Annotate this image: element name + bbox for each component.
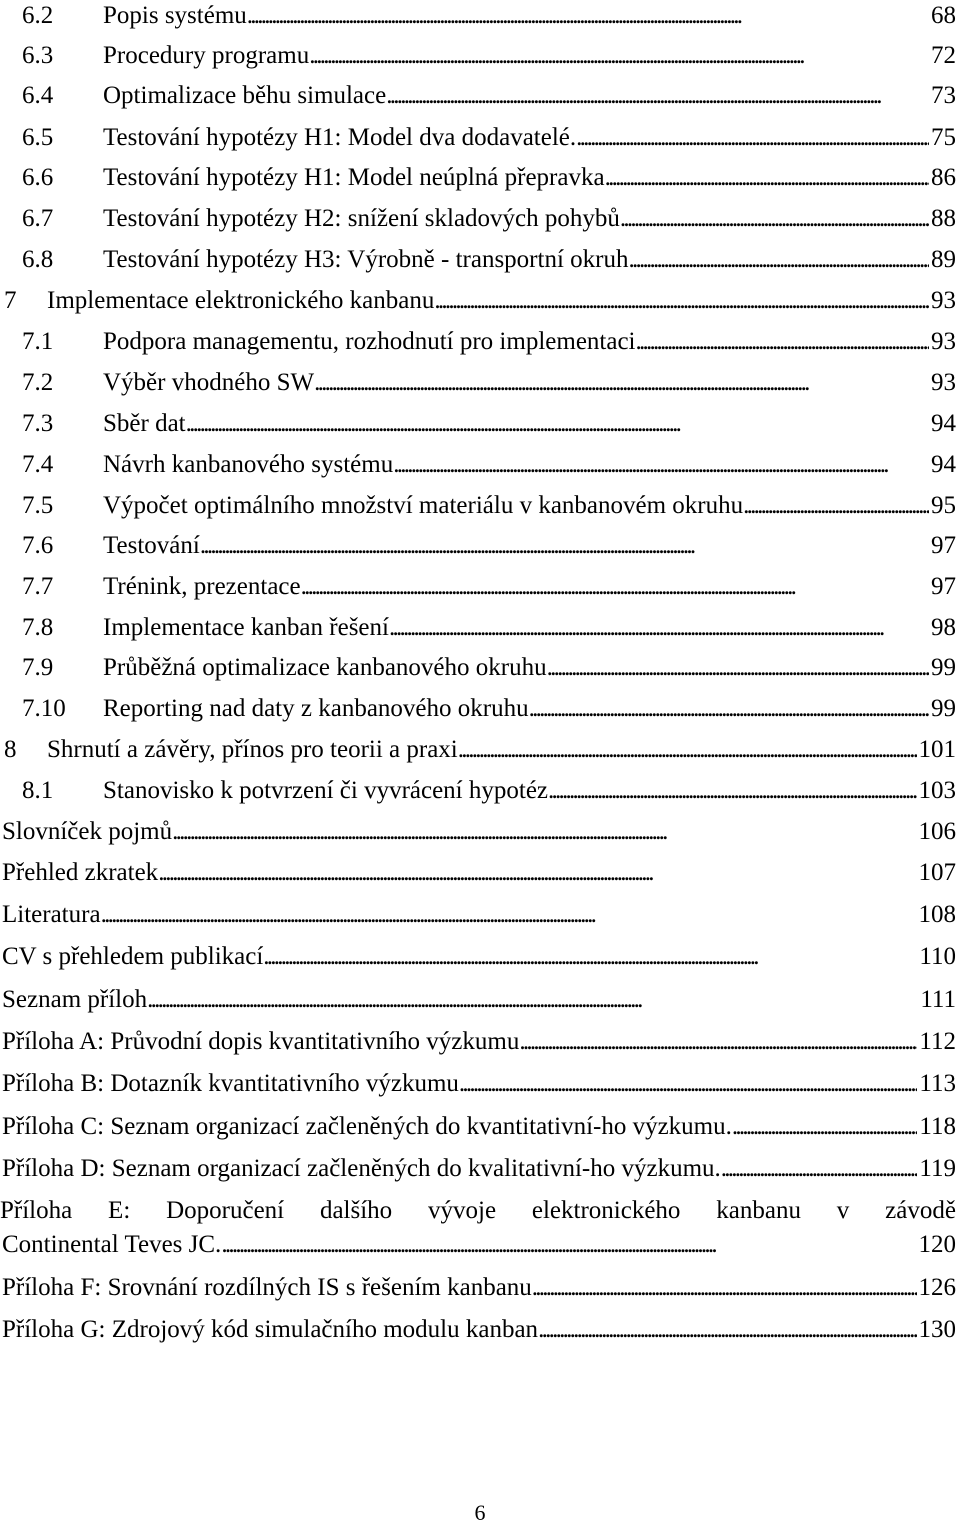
section-number: 6.6 [22, 164, 54, 191]
dot-leader [158, 857, 916, 889]
toc-entry-line [103, 326, 956, 358]
page-ref: 113 [919, 1070, 956, 1097]
wrapped-word: vývoje [428, 1197, 497, 1224]
dot-leader [459, 1068, 918, 1100]
dot-leader [576, 122, 929, 154]
toc-entry-line [103, 612, 956, 644]
toc-entry-line [103, 40, 956, 72]
toc-entry-line [2, 857, 956, 889]
toc-entry-line [47, 285, 956, 317]
page-ref: 75 [931, 124, 956, 151]
toc-entry[interactable] [0, 1153, 956, 1193]
dot-leader [172, 816, 916, 848]
dot-leader [200, 530, 929, 562]
toc-entry-line [103, 203, 956, 235]
page-ref: 101 [918, 736, 956, 763]
section-title: Testování hypotézy H1: Model dva dodavatelé. [103, 124, 577, 151]
toc-entry-line [47, 734, 956, 766]
dot-leader [743, 490, 929, 522]
toc-entry[interactable] [0, 1314, 956, 1354]
section-number: 7.10 [22, 695, 66, 722]
toc-entry-line [2, 984, 956, 1016]
section-title: Implementace elektronického kanbanu [47, 287, 435, 314]
section-title: Průběžná optimalizace kanbanového okruhu [103, 654, 547, 681]
toc-entry-line [103, 408, 956, 440]
section-title: Literatura [2, 901, 101, 928]
toc-entry[interactable] [0, 652, 956, 692]
section-number: 6.2 [22, 2, 54, 29]
toc-entry[interactable] [0, 1111, 956, 1151]
section-title: Přehled zkratek [2, 859, 159, 886]
toc-entry[interactable] [0, 899, 956, 939]
page-ref: 94 [931, 451, 956, 478]
dot-leader [721, 1153, 918, 1185]
toc-entry[interactable] [0, 612, 956, 652]
wrapped-first-line [0, 1195, 956, 1227]
wrapped-word: elektronického [531, 1197, 681, 1224]
dot-leader [434, 285, 929, 317]
toc-entry[interactable] [0, 367, 956, 407]
section-title: Příloha C: Seznam organizací začleněných do kvantitativní-ho výzkumu. [2, 1113, 732, 1140]
dot-leader [519, 1026, 917, 1058]
section-number: 7.8 [22, 614, 54, 641]
page-ref: 118 [919, 1113, 956, 1140]
toc-entry-line [103, 80, 956, 112]
section-number: 6.3 [22, 42, 54, 69]
section-number: 7.4 [22, 451, 54, 478]
page-ref: 99 [931, 654, 956, 681]
page-ref: 110 [919, 943, 956, 970]
wrapped-word: kanbanu [716, 1197, 801, 1224]
toc-entry-line [103, 693, 956, 725]
page-ref: 108 [918, 901, 956, 928]
page-ref: 103 [918, 777, 956, 804]
toc-entry[interactable] [0, 0, 956, 40]
section-title: Příloha G: Zdrojový kód simulačního modulu kanban [2, 1316, 539, 1343]
section-title: Procedury programu [103, 42, 310, 69]
section-title: Testování hypotézy H3: Výrobně - transportní okruh [103, 246, 629, 273]
section-number: 7.5 [22, 492, 54, 519]
dot-leader [547, 652, 929, 684]
section-title: Podpora managementu, rozhodnutí pro implementaci [103, 328, 636, 355]
section-number: 7.1 [22, 328, 54, 355]
page-ref: 73 [931, 82, 956, 109]
toc-entry[interactable] [0, 1272, 956, 1312]
section-title: Návrh kanbanového systému [103, 451, 394, 478]
section-title: Příloha F: Srovnání rozdílných IS s řešením kanbanu [2, 1274, 532, 1301]
section-title: Sběr dat [103, 410, 186, 437]
page-ref: 88 [931, 205, 956, 232]
section-title: Trénink, prezentace [103, 573, 301, 600]
page-ref: 97 [931, 573, 956, 600]
toc-entry-line [2, 899, 956, 931]
dot-leader [386, 80, 929, 112]
section-title: Testování hypotézy H1: Model neúplná přepravka [103, 164, 605, 191]
section-title: CV s přehledem publikací [2, 943, 264, 970]
section-title: Testování [103, 532, 200, 559]
toc-entry[interactable] [0, 326, 956, 366]
page-ref: 94 [931, 410, 956, 437]
page-ref: 111 [920, 986, 956, 1013]
dot-leader [529, 693, 929, 725]
dot-leader [309, 40, 929, 72]
page-ref: 93 [931, 328, 956, 355]
section-number: 7.7 [22, 573, 54, 600]
page-ref: 68 [931, 2, 956, 29]
section-title: Příloha A: Průvodní dopis kvantitativního výzkumu [2, 1028, 520, 1055]
section-title: Optimalizace běhu simulace [103, 82, 387, 109]
toc-entry-line [2, 1314, 956, 1346]
toc-entry-line [103, 367, 956, 399]
section-title: Popis systému [103, 2, 247, 29]
section-title: Výpočet optimálního množství materiálu v kanbanovém okruhu [103, 492, 744, 519]
toc-entry[interactable] [0, 941, 956, 981]
wrapped-word: Doporučení [166, 1197, 285, 1224]
page-ref: 72 [931, 42, 956, 69]
toc-entry-line [103, 571, 956, 603]
section-title: Testování hypotézy H2: snížení skladových pohybů [103, 205, 620, 232]
page-ref: 93 [931, 287, 956, 314]
toc-entry-line [103, 652, 956, 684]
toc-entry[interactable] [0, 571, 956, 611]
toc-entry-line [103, 490, 956, 522]
section-title: Výběr vhodného SW [103, 369, 315, 396]
toc-entry-line [2, 1229, 956, 1261]
section-number: 7.3 [22, 410, 54, 437]
section-title: Příloha D: Seznam organizací začleněných do kvalitativní-ho výzkumu. [2, 1155, 721, 1182]
dot-leader [221, 1229, 916, 1261]
wrapped-word: E: [108, 1197, 131, 1224]
toc-entry[interactable] [0, 162, 956, 202]
toc-entry[interactable] [0, 693, 956, 733]
toc-entry-line [103, 530, 956, 562]
toc-entry-line [103, 162, 956, 194]
dot-leader [538, 1314, 916, 1346]
toc-entry-line [2, 1111, 956, 1143]
toc-entry[interactable] [0, 1068, 956, 1108]
page-ref: 99 [931, 695, 956, 722]
section-number: 6.5 [22, 124, 54, 151]
toc-entry-line [2, 816, 956, 848]
section-title: Seznam příloh [2, 986, 148, 1013]
toc-entry-line [103, 244, 956, 276]
section-title: Shrnutí a závěry, přínos pro teorii a praxi [47, 736, 458, 763]
toc-entry-line [2, 1272, 956, 1304]
toc-entry-line [2, 1068, 956, 1100]
toc-entry[interactable] [0, 203, 956, 243]
section-title: Stanovisko k potvrzení či vyvrácení hypotéz [103, 777, 549, 804]
dot-leader [532, 1272, 917, 1304]
page-ref: 93 [931, 369, 956, 396]
page-ref: 120 [918, 1231, 956, 1258]
page-ref: 112 [919, 1028, 956, 1055]
dot-leader [147, 984, 918, 1016]
dot-leader [605, 162, 929, 194]
dot-leader [186, 408, 929, 440]
wrapped-word: v [836, 1197, 850, 1224]
section-number: 8 [4, 736, 17, 763]
toc-entry-line [2, 1153, 956, 1185]
section-number: 6.7 [22, 205, 54, 232]
section-title: Slovníček pojmů [2, 818, 173, 845]
toc-entry[interactable] [0, 244, 956, 284]
section-number: 8.1 [22, 777, 54, 804]
page-ref: 97 [931, 532, 956, 559]
toc-entry-line [2, 941, 956, 973]
toc-entry[interactable] [0, 857, 956, 897]
page-ref: 86 [931, 164, 956, 191]
dot-leader [628, 244, 929, 276]
dot-leader [732, 1111, 918, 1143]
section-title: Příloha B: Dotazník kvantitativního výzkumu [2, 1070, 459, 1097]
toc-entry[interactable] [0, 408, 956, 448]
section-title: Reporting nad daty z kanbanového okruhu [103, 695, 529, 722]
wrapped-word: závodě [885, 1197, 956, 1224]
toc-entry[interactable] [0, 122, 956, 162]
toc-entry[interactable] [0, 775, 956, 815]
section-number: 6.8 [22, 246, 54, 273]
section-number: 6.4 [22, 82, 54, 109]
dot-leader [636, 326, 930, 358]
wrapped-word: Příloha [0, 1197, 73, 1224]
dot-leader [620, 203, 929, 235]
toc-entry-line [103, 122, 956, 154]
page-ref: 107 [918, 859, 956, 886]
dot-leader [393, 449, 929, 481]
section-number: 7.2 [22, 369, 54, 396]
toc-entry[interactable] [0, 816, 956, 856]
page-ref: 126 [918, 1274, 956, 1301]
section-title: Continental Teves JC. [2, 1231, 222, 1258]
dot-leader [389, 612, 929, 644]
toc-entry[interactable] [0, 285, 956, 325]
dot-leader [247, 0, 929, 32]
toc-entry-line [103, 775, 956, 807]
section-title: Implementace kanban řešení [103, 614, 389, 641]
page-ref: 98 [931, 614, 956, 641]
toc-entry[interactable] [0, 530, 956, 570]
toc-entry-wrapped[interactable] [0, 1195, 956, 1261]
page-ref: 119 [919, 1155, 956, 1182]
page-ref: 106 [918, 818, 956, 845]
section-number: 7.9 [22, 654, 54, 681]
dot-leader [301, 571, 929, 603]
dot-leader [458, 734, 917, 766]
section-number: 7.6 [22, 532, 54, 559]
dot-leader [548, 775, 916, 807]
toc-entry[interactable] [0, 449, 956, 489]
toc-entry-line [2, 1026, 956, 1058]
page-number: 6 [474, 1500, 486, 1525]
toc-entry[interactable] [0, 80, 956, 120]
toc-entry-line [103, 449, 956, 481]
page-ref: 95 [931, 492, 956, 519]
toc-entry-line [103, 0, 956, 32]
page-ref: 130 [918, 1316, 956, 1343]
toc-entry[interactable] [0, 40, 956, 80]
wrapped-word: dalšího [319, 1197, 393, 1224]
section-number: 7 [4, 287, 17, 314]
toc-entry[interactable] [0, 734, 956, 774]
toc-entry[interactable] [0, 984, 956, 1024]
dot-leader [101, 899, 917, 931]
toc-entry[interactable] [0, 1026, 956, 1066]
page-ref: 89 [931, 246, 956, 273]
dot-leader [263, 941, 917, 973]
toc-entry[interactable] [0, 490, 956, 530]
dot-leader [314, 367, 929, 399]
